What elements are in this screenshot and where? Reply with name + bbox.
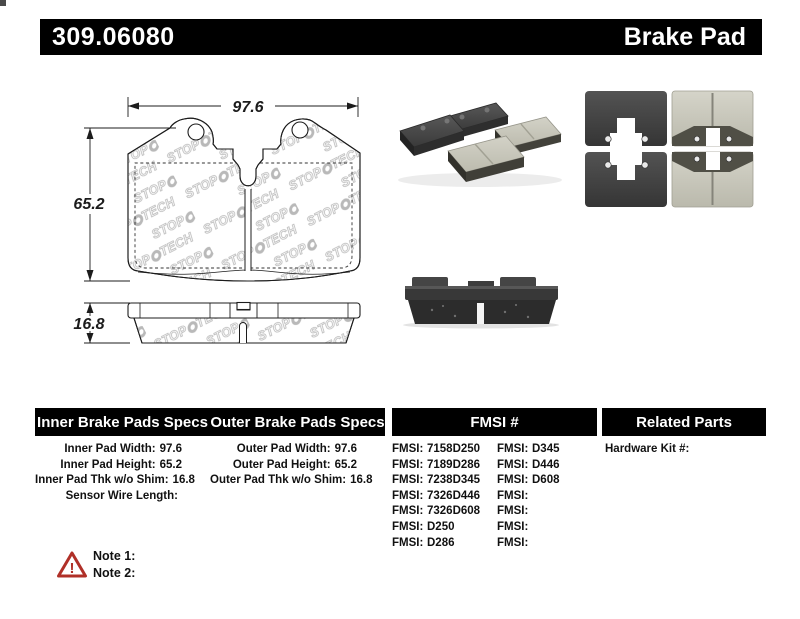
spec-row bbox=[210, 442, 357, 458]
pad-edge-view bbox=[405, 277, 558, 324]
fmsi-value: D250 bbox=[427, 520, 455, 533]
notes-block bbox=[93, 548, 135, 582]
specs-header-bar bbox=[35, 408, 385, 436]
technical-drawing bbox=[60, 88, 380, 360]
fmsi-title: FMSI # bbox=[470, 413, 519, 431]
product-photo-flat bbox=[580, 88, 758, 210]
fmsi-value: 7189D286 bbox=[427, 458, 481, 471]
fmsi-row bbox=[392, 520, 480, 536]
spec-value: 65.2 bbox=[159, 458, 182, 471]
fmsi-column-2 bbox=[497, 442, 560, 551]
spec-label: Outer Pad Thk w/o Shim: bbox=[210, 474, 347, 487]
spec-value: 65.2 bbox=[334, 458, 357, 471]
fmsi-row bbox=[392, 504, 480, 520]
front-view bbox=[124, 116, 364, 284]
inner-specs-column bbox=[35, 442, 195, 504]
fmsi-label: FMSI: bbox=[497, 520, 529, 533]
fmsi-value: D608 bbox=[532, 474, 560, 487]
fmsi-label: FMSI: bbox=[392, 536, 424, 549]
fmsi-row bbox=[497, 520, 560, 536]
fmsi-label: FMSI: bbox=[392, 520, 424, 533]
fmsi-value: D446 bbox=[532, 458, 560, 471]
related-parts-header-bar bbox=[602, 408, 766, 436]
fmsi-value: 7326D608 bbox=[427, 505, 481, 518]
spec-row bbox=[210, 473, 373, 489]
fmsi-label: FMSI: bbox=[497, 536, 529, 549]
fmsi-row bbox=[497, 442, 560, 458]
fmsi-label: FMSI: bbox=[392, 458, 424, 471]
spec-value: 97.6 bbox=[159, 443, 182, 455]
outer-specs-column bbox=[210, 442, 373, 489]
fmsi-row bbox=[392, 442, 480, 458]
fmsi-row bbox=[392, 536, 480, 552]
pad-back-bottom bbox=[585, 152, 667, 207]
fmsi-row bbox=[497, 458, 560, 474]
spec-row bbox=[210, 458, 357, 474]
fmsi-value: 7326D446 bbox=[427, 489, 481, 502]
fmsi-row bbox=[497, 473, 560, 489]
fmsi-row bbox=[497, 489, 560, 505]
spec-label: Outer Pad Height: bbox=[232, 458, 331, 471]
outer-specs-title: Outer Brake Pads Specs bbox=[210, 413, 385, 431]
fmsi-label: FMSI: bbox=[497, 489, 529, 502]
fmsi-label: FMSI: bbox=[392, 474, 424, 487]
pad-back-top bbox=[585, 91, 667, 146]
pad-friction-bottom bbox=[672, 152, 753, 207]
fmsi-row bbox=[497, 504, 560, 520]
spec-row bbox=[35, 473, 195, 489]
related-parts-title: Related Parts bbox=[636, 413, 732, 431]
fmsi-label: FMSI: bbox=[392, 489, 424, 502]
inner-specs-title: Inner Brake Pads Specs bbox=[37, 413, 208, 431]
fmsi-label: FMSI: bbox=[392, 443, 424, 455]
fmsi-value: D286 bbox=[427, 536, 455, 549]
spec-row bbox=[35, 489, 182, 505]
spec-value: 16.8 bbox=[172, 474, 195, 487]
width-dimension-label: 97.6 bbox=[232, 99, 264, 116]
part-number: 309.06080 bbox=[52, 22, 175, 51]
note-line: Note 1: bbox=[93, 549, 136, 563]
thickness-dimension-label: 16.8 bbox=[73, 316, 105, 333]
related-row bbox=[605, 442, 693, 458]
note-line: Note 2: bbox=[93, 566, 136, 580]
warning-glyph: ! bbox=[69, 560, 75, 577]
side-view bbox=[128, 303, 360, 347]
related-parts-column bbox=[605, 442, 693, 458]
spec-label: Outer Pad Width: bbox=[236, 443, 331, 455]
height-dimension-label: 65.2 bbox=[73, 196, 105, 213]
fmsi-label: FMSI: bbox=[392, 505, 424, 518]
header-bar bbox=[40, 19, 762, 55]
related-label: Hardware Kit #: bbox=[605, 443, 690, 455]
scan-artifact-corner bbox=[0, 0, 6, 6]
fmsi-value: 7158D250 bbox=[427, 443, 481, 455]
pad-friction-top bbox=[672, 91, 753, 146]
product-photo-angled bbox=[392, 90, 572, 190]
page-title: Brake Pad bbox=[623, 22, 746, 51]
fmsi-label: FMSI: bbox=[497, 443, 529, 455]
spec-row bbox=[35, 442, 182, 458]
fmsi-column-1 bbox=[392, 442, 480, 551]
fmsi-label: FMSI: bbox=[497, 458, 529, 471]
spec-label: Inner Pad Width: bbox=[64, 443, 156, 455]
fmsi-value: 7238D345 bbox=[427, 474, 481, 487]
spec-label: Inner Pad Thk w/o Shim: bbox=[35, 474, 169, 487]
warning-icon bbox=[56, 550, 88, 580]
fmsi-header-bar bbox=[392, 408, 597, 436]
spec-label: Sensor Wire Length: bbox=[65, 489, 178, 502]
fmsi-row bbox=[392, 458, 480, 474]
spec-value: 97.6 bbox=[334, 443, 357, 455]
spec-value: 16.8 bbox=[350, 474, 373, 487]
fmsi-row bbox=[392, 489, 480, 505]
fmsi-value: D345 bbox=[532, 443, 560, 455]
fmsi-label: FMSI: bbox=[497, 505, 529, 518]
fmsi-row bbox=[392, 473, 480, 489]
spec-label: Inner Pad Height: bbox=[60, 458, 156, 471]
fmsi-row bbox=[497, 536, 560, 552]
fmsi-label: FMSI: bbox=[497, 474, 529, 487]
product-photo-edge bbox=[398, 272, 563, 330]
spec-row bbox=[35, 458, 182, 474]
